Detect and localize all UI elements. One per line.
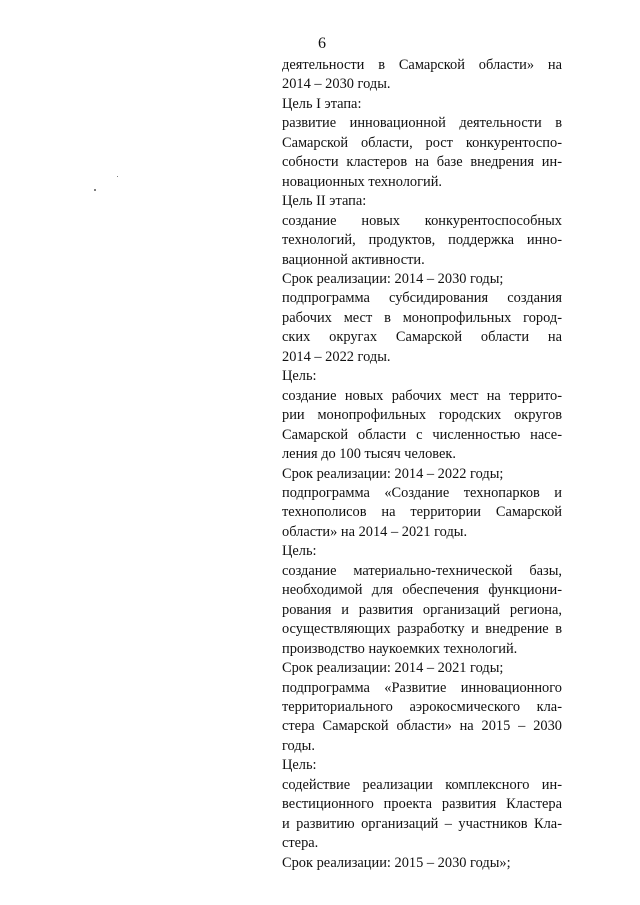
text-line: территориального аэрокосмического кла-: [282, 698, 562, 715]
text-line: ления до 100 тысяч человек.: [282, 446, 456, 463]
text-line: содействие реализации комплексного ин-: [282, 776, 562, 793]
text-line: Срок реализации: 2014 – 2021 годы;: [282, 660, 504, 677]
page-number: 6: [318, 35, 326, 52]
text-line: стера Самарской области» на 2015 – 2030: [282, 718, 562, 735]
text-line: Цель:: [282, 757, 317, 774]
text-line: создание материально-технической базы,: [282, 562, 562, 579]
text-line: Срок реализации: 2014 – 2022 годы;: [282, 465, 504, 482]
text-line: рабочих мест в монопрофильных город-: [282, 309, 562, 326]
text-line: рования и развития организаций региона,: [282, 601, 562, 618]
text-line: рии монопрофильных городских округов: [282, 407, 562, 424]
text-line: создание новых конкурентоспособных: [282, 212, 562, 229]
text-line: развитие инновационной деятельности в: [282, 115, 562, 132]
scan-speck: [117, 176, 118, 177]
text-line: необходимой для обеспечения функциони-: [282, 582, 562, 599]
text-line: осуществляющих разработку и внедрение в: [282, 621, 562, 638]
text-line: годы.: [282, 737, 315, 754]
text-line: собности кластеров на базе внедрения ин-: [282, 154, 562, 171]
text-line: 2014 – 2030 годы.: [282, 76, 391, 93]
text-line: новационных технологий.: [282, 173, 443, 190]
text-line: области» на 2014 – 2021 годы.: [282, 523, 468, 540]
text-line: Цель:: [282, 543, 317, 560]
text-line: Самарской области, рост конкурентоспо-: [282, 134, 562, 151]
text-line: производство наукоемких технологий.: [282, 640, 518, 657]
text-line: 2014 – 2022 годы.: [282, 348, 391, 365]
text-line: стера.: [282, 835, 319, 852]
text-line: технополисов на территории Самарской: [282, 504, 562, 521]
text-line: Самарской области с численностью насе-: [282, 426, 562, 443]
document-text: [282, 56, 562, 873]
text-line: создание новых рабочих мест на террито-: [282, 387, 562, 404]
text-line: Срок реализации: 2015 – 2030 годы»;: [282, 854, 511, 871]
text-line: вационной активности.: [282, 251, 425, 268]
text-line: вестиционного проекта развития Кластера: [282, 796, 562, 813]
text-line: Цель II этапа:: [282, 193, 367, 210]
text-line: ских округах Самарской области на: [282, 329, 562, 346]
text-line: подпрограмма «Создание технопарков и: [282, 484, 562, 501]
text-line: Цель:: [282, 368, 317, 385]
text-line: Срок реализации: 2014 – 2030 годы;: [282, 270, 504, 287]
text-line: и развитию организаций – участников Кла-: [282, 815, 562, 832]
text-line: подпрограмма «Развитие инновационного: [282, 679, 562, 696]
text-line: подпрограмма субсидирования создания: [282, 290, 562, 307]
scan-speck: [94, 189, 96, 191]
text-line: Цель I этапа:: [282, 95, 362, 112]
text-line: технологий, продуктов, поддержка инно-: [282, 232, 562, 249]
text-line: деятельности в Самарской области» на: [282, 57, 562, 73]
